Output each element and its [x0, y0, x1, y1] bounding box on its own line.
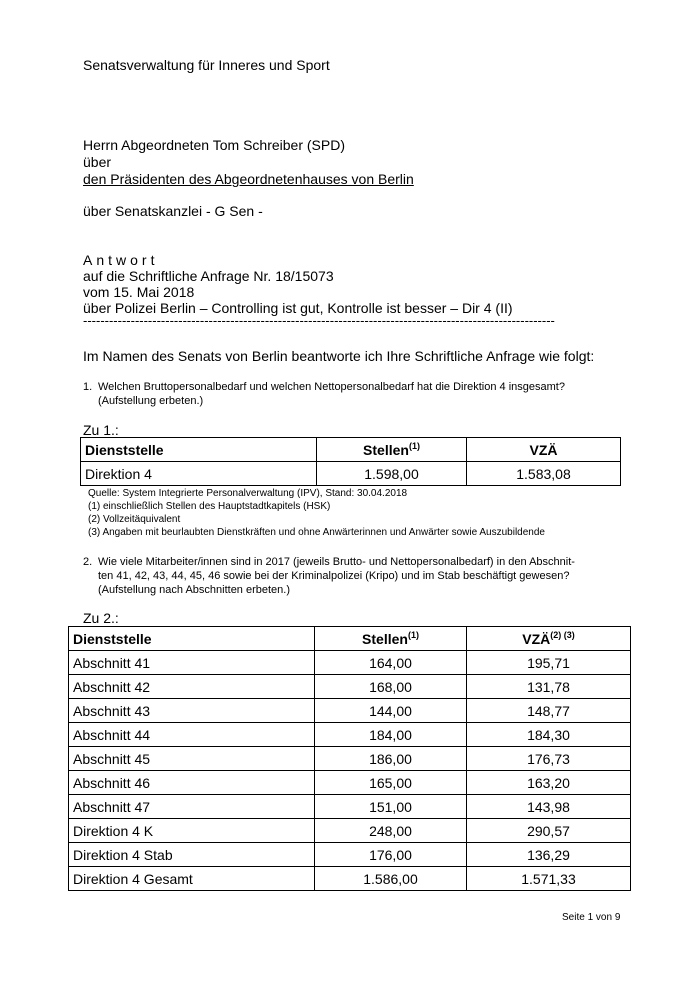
- intro-text: Im Namen des Senats von Berlin beantworte ich Ihre Schriftliche Anfrage wie folgt:: [83, 348, 595, 364]
- cell-vzae: 290,57: [467, 819, 631, 843]
- cell-vzae: 1.583,08: [467, 462, 621, 486]
- header-cell: Stellen$^{(1)}$: [317, 438, 467, 462]
- inquiry-number: auf die Schriftliche Anfrage Nr. 18/15073: [83, 268, 334, 284]
- cell-stellen: 165,00: [315, 771, 467, 795]
- cell-vzae: 143,98: [467, 795, 631, 819]
- cell-stellen: 1.598,00: [317, 462, 467, 486]
- q1-note: (2) Vollzeitäquivalent: [88, 514, 181, 525]
- q2-number: 2.: [83, 556, 93, 568]
- cell-stellen: 248,00: [315, 819, 467, 843]
- header-cell: Dienststelle: [69, 627, 315, 651]
- q1-note: (1) einschließlich Stellen des Hauptstadtkapitels (HSK): [88, 501, 331, 512]
- table-row: [81, 462, 621, 486]
- cell-stellen: 144,00: [315, 699, 467, 723]
- cell-dienststelle: Abschnitt 46: [69, 771, 315, 795]
- via: über: [83, 154, 112, 170]
- president: den Präsidenten des Abgeordnetenhauses von Berlin: [83, 171, 414, 187]
- cell-stellen: 1.586,00: [315, 867, 467, 891]
- cell-vzae: 195,71: [467, 651, 631, 675]
- q1-table: [80, 437, 621, 486]
- q1-line: (Aufstellung erbeten.): [98, 395, 204, 407]
- q1-number: 1.: [83, 381, 93, 393]
- agency-header: Senatsverwaltung für Inneres und Sport: [83, 57, 330, 73]
- header-cell: VZÄ: [467, 438, 621, 462]
- cell-dienststelle: Abschnitt 42: [69, 675, 315, 699]
- cell-vzae: 148,77: [467, 699, 631, 723]
- cell-vzae: 136,29: [467, 843, 631, 867]
- inquiry-subject: über Polizei Berlin – Controlling ist gut, Kontrolle ist besser – Dir 4 (II): [83, 300, 513, 316]
- table-row: [69, 651, 631, 675]
- cell-dienststelle: Abschnitt 47: [69, 795, 315, 819]
- cell-dienststelle: Direktion 4 Stab: [69, 843, 315, 867]
- q2-table: [68, 626, 631, 891]
- cell-stellen: 164,00: [315, 651, 467, 675]
- q2-line: (Aufstellung nach Abschnitten erbeten.): [98, 584, 291, 596]
- cell-stellen: 168,00: [315, 675, 467, 699]
- cell-vzae: 163,20: [467, 771, 631, 795]
- header-cell: Dienststelle: [81, 438, 317, 462]
- table-row: [69, 723, 631, 747]
- recipient: Herrn Abgeordneten Tom Schreiber (SPD): [83, 137, 345, 153]
- cell-vzae: 1.571,33: [467, 867, 631, 891]
- cell-dienststelle: Abschnitt 43: [69, 699, 315, 723]
- cell-dienststelle: Direktion 4 Gesamt: [69, 867, 315, 891]
- q2-answer-label: Zu 2.:: [83, 610, 119, 626]
- q1-line: Welchen Bruttopersonalbedarf und welchen Nettopersonalbedarf hat die Direktion 4 insgesamt?: [98, 381, 565, 393]
- table-row: [69, 675, 631, 699]
- separator: -------------------------------------------------------------------------------------------------------------: [83, 313, 555, 328]
- q1-note: (3) Angaben mit beurlaubten Dienstkräften und ohne Anwärterinnen und Anwärter sowie Auszubildende: [88, 527, 545, 538]
- table-row: [69, 867, 631, 891]
- inquiry-date: vom 15. Mai 2018: [83, 284, 195, 300]
- q2-line: Wie viele Mitarbeiter/innen sind in 2017 (jeweils Brutto- und Nettopersonalbedarf) in den Abschnit-: [98, 556, 575, 568]
- cell-dienststelle: Abschnitt 45: [69, 747, 315, 771]
- page-number: Seite 1 von 9: [562, 912, 621, 923]
- q2-table-body: [69, 651, 631, 891]
- header-cell: $VZÄ^{(2) (3)}$: [467, 627, 631, 651]
- q2-line: ten 41, 42, 43, 44, 45, 46 sowie bei der Kriminalpolizei (Kripo) und im Stab beschäftigt gewesen?: [98, 570, 570, 582]
- table-row: [69, 843, 631, 867]
- cell-dienststelle: Direktion 4: [81, 462, 317, 486]
- cell-stellen: 184,00: [315, 723, 467, 747]
- table-header-row: [81, 438, 621, 462]
- cell-dienststelle: Abschnitt 44: [69, 723, 315, 747]
- table-row: [69, 819, 631, 843]
- q1-note: Quelle: System Integrierte Personalverwaltung (IPV), Stand: 30.04.2018: [88, 488, 408, 499]
- answer-heading: Antwort: [83, 252, 159, 268]
- cell-dienststelle: Direktion 4 K: [69, 819, 315, 843]
- cell-vzae: 131,78: [467, 675, 631, 699]
- table-row: [69, 795, 631, 819]
- header-cell: Stellen$^{(1)}$: [315, 627, 467, 651]
- table-header-row: [69, 627, 631, 651]
- cell-vzae: 176,73: [467, 747, 631, 771]
- chancellery: über Senatskanzlei - G Sen -: [83, 203, 263, 219]
- table-row: [69, 771, 631, 795]
- cell-stellen: 186,00: [315, 747, 467, 771]
- cell-vzae: 184,30: [467, 723, 631, 747]
- table-row: [69, 747, 631, 771]
- cell-stellen: 176,00: [315, 843, 467, 867]
- cell-stellen: 151,00: [315, 795, 467, 819]
- cell-dienststelle: Abschnitt 41: [69, 651, 315, 675]
- q1-answer-label: Zu 1.:: [83, 422, 119, 438]
- table-row: [69, 699, 631, 723]
